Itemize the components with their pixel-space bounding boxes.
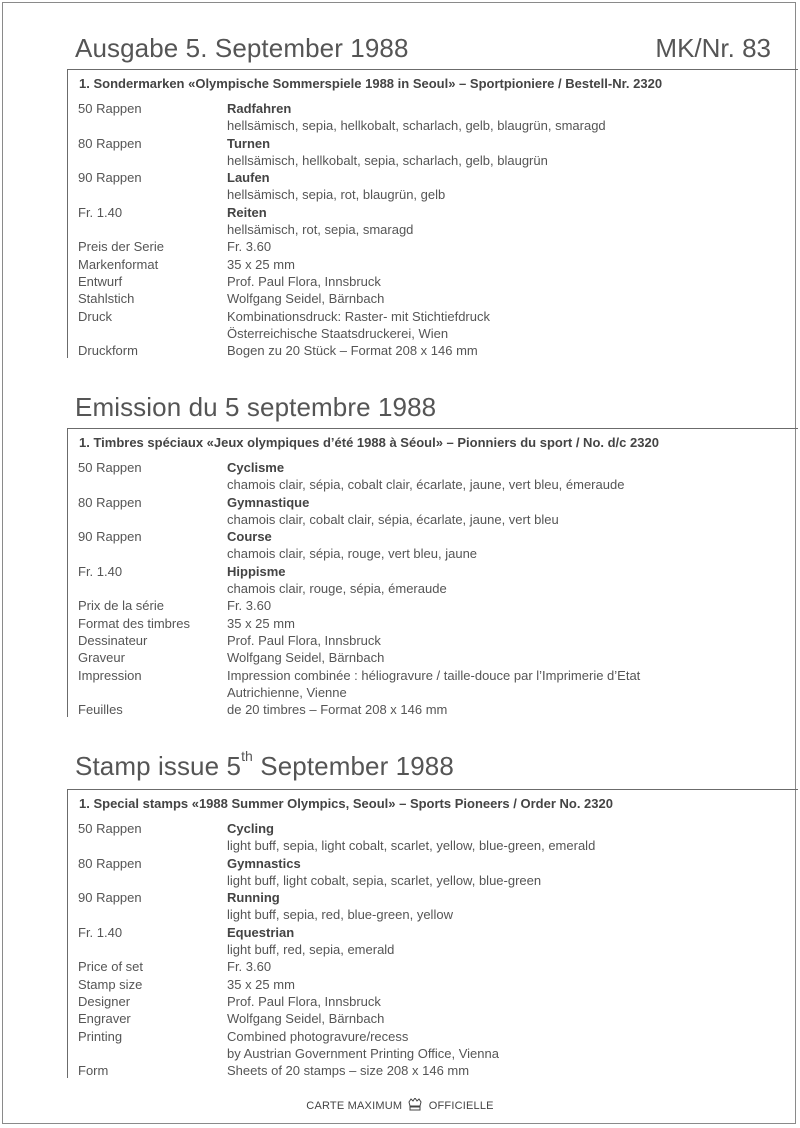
stamp-row [78, 169, 778, 204]
detail-row [78, 701, 778, 718]
issue-subtitle: 1. Special stamps «1988 Summer Olympics, Seoul» – Sports Pioneers / Order No. 2320 [79, 796, 613, 811]
detail-value: Prof. Paul Flora, Innsbruck [227, 273, 381, 289]
stamp-name: Equestrian [227, 924, 295, 940]
stamp-colors: hellsämisch, sepia, hellkobalt, scharlach, gelb, blaugrün, smaragd [227, 118, 606, 134]
stamp-row [78, 100, 778, 135]
stamp-value: 50 Rappen [78, 460, 142, 475]
stamp-colors: light buff, sepia, light cobalt, scarlet, yellow, blue-green, emerald [227, 838, 596, 854]
detail-info [227, 958, 778, 975]
detail-info [227, 308, 778, 343]
detail-value: Fr. 3.60 [227, 239, 272, 255]
stamp-name: Course [227, 529, 272, 545]
heading-rest: September 1988 [252, 751, 454, 781]
detail-label: Dessinateur [78, 632, 148, 648]
detail-value: 35 x 25 mm [227, 615, 295, 631]
detail-row [78, 290, 778, 307]
stamp-value: 80 Rappen [78, 135, 142, 151]
detail-row [78, 958, 778, 975]
stamp-name: Running [227, 890, 280, 906]
detail-info [227, 632, 778, 649]
stamp-colors: hellsämisch, sepia, rot, blaugrün, gelb [227, 187, 446, 203]
detail-label: Feuilles [78, 702, 123, 718]
stamp-info [227, 563, 778, 598]
stamp-info [227, 204, 778, 239]
stamp-value: 90 Rappen [78, 890, 142, 906]
detail-row [78, 308, 778, 343]
stamp-name: Turnen [227, 135, 271, 151]
stamp-row [78, 889, 778, 924]
detail-label: Price of set [78, 959, 144, 975]
stamp-row [78, 924, 778, 959]
detail-row [78, 615, 778, 632]
stamp-name: Gymnastique [227, 494, 310, 510]
stamp-info [227, 924, 778, 959]
section-heading [75, 748, 454, 782]
stamp-row [78, 494, 778, 529]
stamp-colors: chamois clair, cobalt clair, sépia, écarlate, jaune, vert bleu [227, 511, 559, 527]
stamp-row [78, 459, 778, 494]
footer-right: OFFICIELLE [428, 1100, 494, 1112]
detail-label: Printing [78, 1028, 123, 1044]
stamp-colors: chamois clair, sépia, cobalt clair, écarlate, jaune, vert bleu, émeraude [227, 477, 625, 493]
stamp-value: 80 Rappen [78, 494, 142, 510]
section-box [67, 789, 798, 1078]
detail-label: Druckform [78, 343, 138, 359]
detail-rows [78, 459, 778, 718]
stamp-info [227, 100, 778, 135]
detail-label: Form [78, 1063, 109, 1079]
detail-label: Stamp size [78, 976, 143, 992]
detail-label: Designer [78, 993, 131, 1009]
section-heading: Ausgabe 5. September 1988 [75, 33, 409, 63]
detail-row [78, 238, 778, 255]
detail-value: Fr. 3.60 [227, 598, 272, 614]
stamp-value: Fr. 1.40 [78, 924, 123, 940]
footer-left: CARTE MAXIMUM [306, 1100, 403, 1112]
detail-label: Format des timbres [78, 615, 190, 631]
stamp-name: Cycling [227, 821, 274, 836]
card-number: MK/Nr. 83 [655, 33, 771, 63]
stamp-name: Laufen [227, 170, 270, 186]
detail-info [227, 597, 778, 614]
detail-value: Prof. Paul Flora, Innsbruck [227, 632, 381, 648]
detail-label: Stahlstich [78, 291, 135, 307]
detail-label: Graveur [78, 650, 125, 666]
detail-info [227, 667, 778, 702]
stamp-colors: light buff, light cobalt, sepia, scarlet, yellow, blue-green [227, 872, 542, 888]
stamp-info [227, 820, 778, 855]
detail-info [227, 615, 778, 632]
detail-value: Bogen zu 20 Stück – Format 208 x 146 mm [227, 343, 478, 359]
stamp-colors: hellsämisch, hellkobalt, sepia, scharlach, gelb, blaugrün [227, 152, 548, 168]
section-heading: Emission du 5 septembre 1988 [75, 392, 437, 422]
stamp-value: 80 Rappen [78, 855, 142, 871]
stamp-colors: light buff, sepia, red, blue-green, yellow [227, 907, 453, 923]
detail-info [227, 649, 778, 666]
stamp-row [78, 528, 778, 563]
section-box [67, 428, 798, 717]
detail-info [227, 1028, 778, 1063]
detail-label: Prix de la série [78, 598, 164, 614]
detail-rows [78, 100, 778, 359]
detail-value: by Austrian Government Printing Office, Vienna [227, 1045, 499, 1061]
stamp-value: 50 Rappen [78, 821, 142, 836]
detail-value: de 20 timbres – Format 208 x 146 mm [227, 702, 448, 718]
detail-info [227, 273, 778, 290]
detail-row [78, 273, 778, 290]
detail-value: Wolfgang Seidel, Bärnbach [227, 291, 385, 307]
issue-subtitle: 1. Timbres spéciaux «Jeux olympiques d’été 1988 à Séoul» – Pionniers du sport / No. d/c 2320 [79, 435, 659, 450]
detail-value: Wolfgang Seidel, Bärnbach [227, 650, 385, 666]
issue-subtitle: 1. Sondermarken «Olympische Sommerspiele 1988 in Seoul» – Sportpioniere / Bestell-Nr. 2320 [79, 76, 663, 91]
detail-row [78, 667, 778, 702]
stamp-row [78, 563, 778, 598]
stamp-info [227, 855, 778, 890]
stamp-value: 90 Rappen [78, 170, 142, 186]
detail-info [227, 993, 778, 1010]
detail-row [78, 993, 778, 1010]
stamp-row [78, 135, 778, 170]
detail-rows [78, 820, 778, 1079]
detail-info [227, 290, 778, 307]
stamp-colors: light buff, red, sepia, emerald [227, 942, 395, 958]
stamp-name: Reiten [227, 204, 267, 220]
stamp-info [227, 889, 778, 924]
detail-value: 35 x 25 mm [227, 976, 295, 992]
detail-value: Prof. Paul Flora, Innsbruck [227, 993, 381, 1009]
stamp-value: 50 Rappen [78, 101, 142, 116]
stamp-row [78, 855, 778, 890]
detail-row [78, 342, 778, 359]
detail-value: Autrichienne, Vienne [227, 684, 347, 700]
heading-superscript: th [241, 748, 253, 765]
detail-row [78, 976, 778, 993]
detail-info [227, 976, 778, 993]
detail-label: Preis der Serie [78, 239, 164, 255]
detail-value: Fr. 3.60 [227, 959, 272, 975]
detail-value: Österreichische Staatsdruckerei, Wien [227, 325, 449, 341]
detail-info [227, 238, 778, 255]
detail-value: Kombinationsdruck: Raster- mit Stichtiefdruck [227, 308, 490, 324]
stamp-name: Gymnastics [227, 855, 301, 871]
detail-label: Entwurf [78, 273, 123, 289]
section-box [67, 69, 798, 358]
stamp-name: Radfahren [227, 101, 292, 116]
stamp-row [78, 204, 778, 239]
stamp-info [227, 169, 778, 204]
stamp-value: Fr. 1.40 [78, 204, 123, 220]
heading-main: Stamp issue 5 [75, 751, 242, 781]
detail-value: Wolfgang Seidel, Bärnbach [227, 1011, 385, 1027]
detail-value: Sheets of 20 stamps – size 208 x 146 mm [227, 1063, 470, 1079]
detail-label: Impression [78, 667, 142, 683]
detail-info [227, 256, 778, 273]
detail-label: Druck [78, 308, 112, 324]
detail-row [78, 256, 778, 273]
detail-row [78, 1028, 778, 1063]
detail-value: Combined photogravure/recess [227, 1028, 409, 1044]
detail-info [227, 342, 778, 359]
footer [3, 1098, 797, 1114]
stamp-info [227, 459, 778, 494]
detail-row [78, 597, 778, 614]
stamp-name: Hippisme [227, 563, 286, 579]
detail-row [78, 632, 778, 649]
stamp-info [227, 494, 778, 529]
detail-info [227, 701, 778, 718]
stamp-value: 90 Rappen [78, 529, 142, 545]
detail-row [78, 649, 778, 666]
stamp-colors: hellsämisch, rot, sepia, smaragd [227, 222, 414, 238]
detail-row [78, 1062, 778, 1079]
stamp-row [78, 820, 778, 855]
stamp-name: Cyclisme [227, 460, 285, 475]
stamp-info [227, 528, 778, 563]
stamp-info [227, 135, 778, 170]
detail-value: Impression combinée : héliogravure / taille-douce par l’Imprimerie d’Etat [227, 667, 641, 683]
detail-info [227, 1062, 778, 1079]
detail-label: Engraver [78, 1011, 131, 1027]
post-crest-icon [407, 1098, 423, 1114]
stamp-colors: chamois clair, sépia, rouge, vert bleu, jaune [227, 546, 478, 562]
detail-row [78, 1010, 778, 1027]
document-card [2, 2, 796, 1124]
detail-info [227, 1010, 778, 1027]
detail-label: Markenformat [78, 256, 159, 272]
stamp-colors: chamois clair, rouge, sépia, émeraude [227, 581, 447, 597]
stamp-value: Fr. 1.40 [78, 563, 123, 579]
detail-value: 35 x 25 mm [227, 256, 295, 272]
